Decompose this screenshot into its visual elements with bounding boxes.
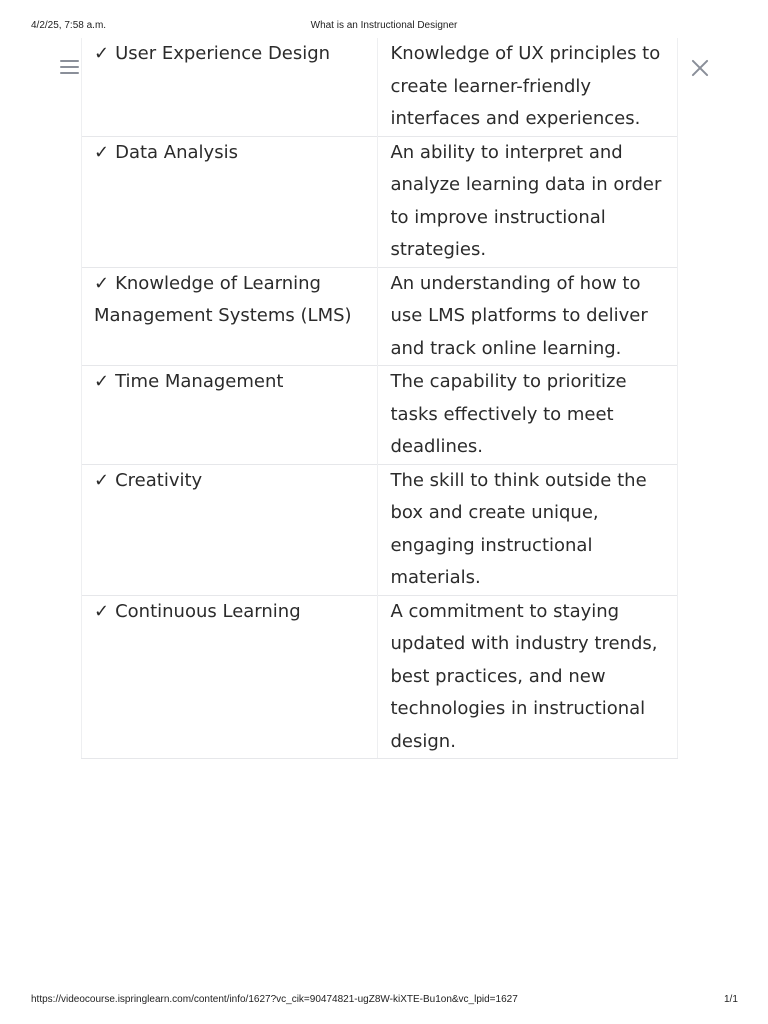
- skill-description: An ability to interpret and analyze learning data in order to improve instructional strategies.: [378, 136, 678, 267]
- check-mark-icon: ✓: [94, 43, 110, 64]
- skill-description: A commitment to staying updated with industry trends, best practices, and new technologies in instructional design.: [378, 595, 678, 759]
- skill-cell: [82, 366, 378, 465]
- skill-description: Knowledge of UX principles to create learner-friendly interfaces and experiences.: [378, 38, 678, 136]
- check-mark-icon: ✓: [94, 141, 110, 163]
- menu-icon[interactable]: [60, 60, 79, 75]
- check-mark-icon: ✓: [94, 272, 110, 294]
- skill-cell: [82, 595, 378, 759]
- skill-cell: [82, 38, 378, 136]
- skill-cell: [82, 267, 378, 366]
- skill-description: An understanding of how to use LMS platforms to deliver and track online learning.: [378, 267, 678, 366]
- skill-name: Creativity: [115, 469, 203, 491]
- skill-name: Time Management: [115, 371, 284, 392]
- table-row: [82, 595, 678, 759]
- table-row: [82, 464, 678, 595]
- skill-cell: [82, 136, 378, 267]
- table-row: [82, 267, 678, 366]
- menu-icon-bar: [60, 72, 79, 74]
- check-mark-icon: ✓: [94, 371, 110, 392]
- table-row: [82, 38, 678, 136]
- skill-description: The capability to prioritize tasks effectively to meet deadlines.: [378, 366, 678, 465]
- print-url: https://videocourse.ispringlearn.com/content/info/1627?vc_cik=90474821-ugZ8W-kiXTE-Bu1on&vc_lpid=1627: [31, 994, 518, 1005]
- table-row: [82, 136, 678, 267]
- print-page-number: 1/1: [724, 994, 738, 1005]
- menu-icon-bar: [60, 60, 79, 62]
- skill-name: Data Analysis: [115, 141, 238, 163]
- skill-description: The skill to think outside the box and create unique, engaging instructional materials.: [378, 464, 678, 595]
- skill-name: User Experience Design: [115, 43, 331, 64]
- close-icon[interactable]: [691, 59, 709, 77]
- check-mark-icon: ✓: [94, 600, 110, 622]
- skill-name: Knowledge of Learning Management Systems (LMS): [94, 272, 352, 326]
- print-date: 4/2/25, 7:58 a.m.: [31, 20, 107, 31]
- skills-table: [81, 38, 678, 759]
- print-page-title: What is an Instructional Designer: [310, 20, 458, 31]
- skill-cell: [82, 464, 378, 595]
- skill-name: Continuous Learning: [115, 600, 301, 622]
- table-row: [82, 366, 678, 465]
- menu-icon-bar: [60, 66, 79, 68]
- check-mark-icon: ✓: [94, 469, 110, 491]
